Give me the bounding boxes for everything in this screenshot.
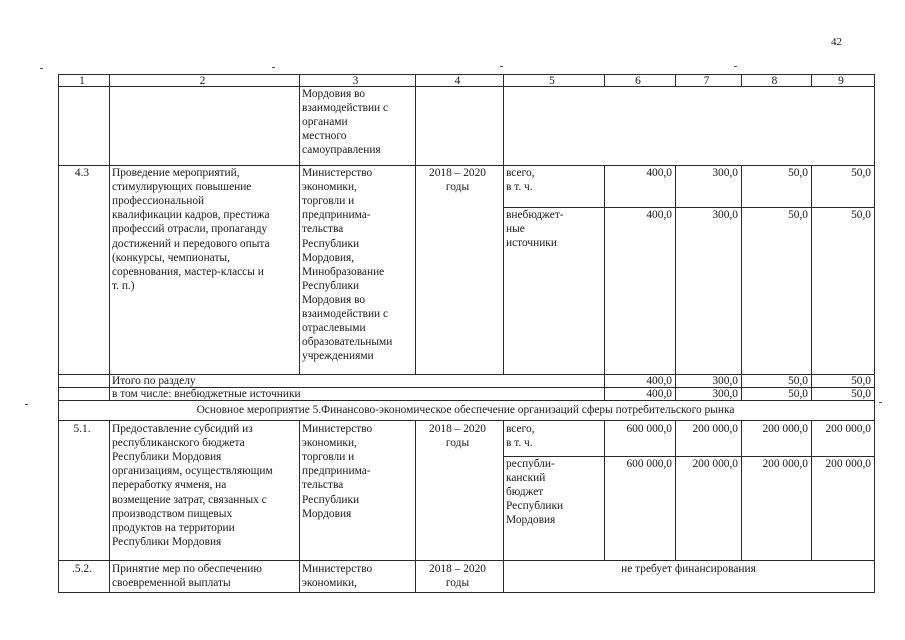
executor-text: предпринима- [302, 209, 371, 222]
column-header: 1 [79, 75, 85, 87]
amount-cell: 600 000,0 [626, 458, 672, 470]
section-heading: Основное мероприятие 5.Финансово-экономическое обеспечение организаций сферы потребительского рынка [196, 404, 735, 416]
executor-text: Мордовия, [302, 251, 355, 264]
activity-name: Республики Мордовия [112, 451, 222, 464]
scan-speck [272, 67, 275, 68]
total-amount: 50,0 [851, 388, 871, 400]
executor-text: тельства [302, 479, 344, 492]
column-divider [741, 374, 742, 400]
executor-text: отраслевыми [302, 322, 366, 335]
activity-name: организациям, осуществляющим [112, 465, 273, 478]
executor-text: экономики, [302, 437, 357, 450]
column-divider [503, 86, 504, 165]
activity-name: квалификации кадров, престижа [112, 209, 270, 222]
period-text: годы [445, 181, 470, 194]
amount-cell: 200 000,0 [692, 423, 738, 435]
executor-text: тельства [302, 223, 344, 236]
executor-text: Республики [302, 237, 360, 250]
activity-name: профессий отрасли, пропаганду [112, 223, 268, 236]
activity-name: (конкурсы, чемпионаты, [112, 251, 230, 264]
funding-source: в т. ч. [506, 437, 533, 450]
executor-text: Республики [302, 279, 360, 292]
column-divider [675, 374, 676, 400]
activity-name: соревнования, мастер-классы и [112, 265, 264, 278]
total-amount: 400,0 [646, 388, 672, 400]
total-label: Итого по разделу [112, 375, 196, 387]
table-right-border [874, 74, 875, 592]
period-text: 2018 – 2020 [429, 563, 486, 575]
activity-name: стимулирующих повышение [112, 181, 252, 194]
activity-name: переработку ячменя, на [112, 479, 227, 492]
column-divider [415, 86, 416, 165]
amount-cell: 200 000,0 [825, 423, 871, 435]
funding-source: республи- [506, 458, 555, 470]
column-divider [415, 165, 416, 374]
column-divider [299, 560, 300, 592]
executor-text: Мордовия во [302, 293, 366, 306]
amount-cell: 50,0 [788, 209, 808, 221]
amount-cell: 200 000,0 [762, 423, 808, 435]
total-amount: 50,0 [851, 375, 871, 387]
activity-name: Принятие мер по обеспечению [112, 563, 262, 575]
budget-table [57, 74, 874, 594]
period-text: годы [445, 577, 470, 590]
page-number: 42 [831, 36, 842, 48]
period-text: годы [445, 437, 470, 450]
column-divider [741, 165, 742, 374]
column-header: 5 [549, 75, 555, 87]
executor-text: учреждениями [302, 350, 374, 363]
total-amount: 300,0 [712, 388, 738, 400]
activity-name: своевременной выплаты [112, 577, 231, 590]
executor-text: экономики, [302, 577, 357, 590]
scan-speck [40, 68, 43, 69]
executor-text: экономики, [302, 181, 357, 194]
executor-text: Минобразование [302, 265, 385, 278]
column-divider [503, 165, 504, 374]
column-header: 3 [352, 75, 359, 87]
column-header: 2 [199, 75, 206, 87]
executor-text: Министерство [302, 423, 373, 435]
row-number: .5.2. [72, 563, 92, 575]
funding-source: бюджет [506, 486, 544, 499]
scan-speck [25, 404, 28, 405]
amount-cell: 200 000,0 [762, 458, 808, 470]
column-header: 6 [635, 75, 641, 87]
column-header: 7 [703, 75, 710, 87]
row-number: 4.3 [74, 167, 90, 179]
executor-text: торговли и [302, 451, 355, 464]
column-divider [604, 165, 605, 374]
column-divider [604, 420, 605, 560]
activity-name: республиканского бюджета [112, 437, 245, 450]
amount-cell: 300,0 [712, 167, 738, 179]
row-divider [58, 560, 875, 561]
executor-text: Республики [302, 493, 360, 506]
amount-cell: 300,0 [712, 209, 738, 221]
funding-source: в т. ч. [506, 181, 533, 194]
activity-name: продуктов на территории [112, 521, 235, 534]
executor-text: самоуправления [302, 144, 381, 157]
activity-name: Республики Мордовия [112, 535, 222, 548]
executor-text: Мордовия [302, 507, 352, 520]
activity-name: производством пищевых [112, 507, 233, 520]
activity-name: профессиональной [112, 195, 205, 208]
amount-cell: 50,0 [788, 167, 808, 179]
column-divider [299, 420, 300, 560]
executor-text: предпринима- [302, 465, 371, 478]
column-header: 4 [454, 75, 461, 87]
activity-name: достижений и передового опыта [112, 237, 270, 250]
scan-speck [879, 402, 882, 403]
column-divider [741, 420, 742, 560]
row-number: 5.1. [73, 423, 91, 435]
amount-cell: 50,0 [851, 167, 871, 179]
scan-speck [734, 66, 737, 67]
funding-source: Мордовия [506, 514, 556, 527]
column-divider [299, 165, 300, 374]
total-amount: 300,0 [712, 375, 738, 387]
column-divider [811, 165, 812, 374]
total-amount: 400,0 [646, 375, 672, 387]
executor-text: торговли и [302, 195, 355, 208]
executor-text: взаимодействии с [302, 308, 389, 320]
executor-text: Мордовия во [302, 88, 366, 100]
activity-name: Предоставление субсидий из [112, 423, 253, 435]
column-header: 9 [838, 75, 844, 87]
executor-text: взаимодействии с [302, 102, 389, 115]
table-left-border [58, 74, 59, 592]
period-text: 2018 – 2020 [429, 167, 486, 179]
funding-source: всего, [506, 167, 535, 179]
amount-cell: 400,0 [646, 167, 672, 179]
row-divider [58, 420, 875, 421]
column-divider [299, 86, 300, 165]
executor-text: Министерство [302, 167, 373, 179]
executor-text: местного [302, 130, 347, 143]
funding-source: ные [506, 223, 525, 236]
amount-cell: 200 000,0 [825, 458, 871, 470]
column-divider [811, 420, 812, 560]
activity-name: возмещение затрат, связанных с [112, 493, 267, 506]
period-text: 2018 – 2020 [429, 423, 486, 435]
scan-speck [500, 66, 503, 67]
column-divider [109, 560, 110, 592]
amount-cell: 600 000,0 [626, 423, 672, 435]
funding-source: всего, [506, 423, 535, 435]
activity-name: т. п.) [112, 279, 135, 292]
total-label: в том числе: внебюджетные источники [112, 388, 301, 400]
total-amount: 50,0 [788, 375, 808, 387]
amount-cell: 50,0 [851, 209, 871, 221]
column-divider [811, 374, 812, 400]
column-divider [109, 86, 110, 165]
funding-source: Республики [506, 500, 564, 513]
funding-note: не требует финансирования [621, 563, 756, 575]
column-divider [675, 165, 676, 374]
column-divider [109, 374, 110, 400]
amount-cell: 200 000,0 [692, 458, 738, 470]
activity-name: Проведение мероприятий, [112, 167, 240, 179]
funding-source: источники [506, 237, 557, 250]
executor-text: Министерство [302, 563, 373, 575]
column-divider [604, 374, 605, 400]
column-header: 8 [771, 75, 778, 87]
table-bottom-border [58, 592, 875, 593]
executor-text: органами [302, 116, 348, 129]
executor-text: образовательными [302, 336, 393, 349]
column-divider [675, 420, 676, 560]
total-amount: 50,0 [788, 388, 808, 400]
amount-cell: 400,0 [646, 209, 672, 221]
column-divider [109, 420, 110, 560]
funding-source: внебюджет- [506, 209, 564, 221]
column-divider [503, 420, 504, 560]
funding-source: канский [506, 472, 546, 485]
column-divider [109, 165, 110, 374]
